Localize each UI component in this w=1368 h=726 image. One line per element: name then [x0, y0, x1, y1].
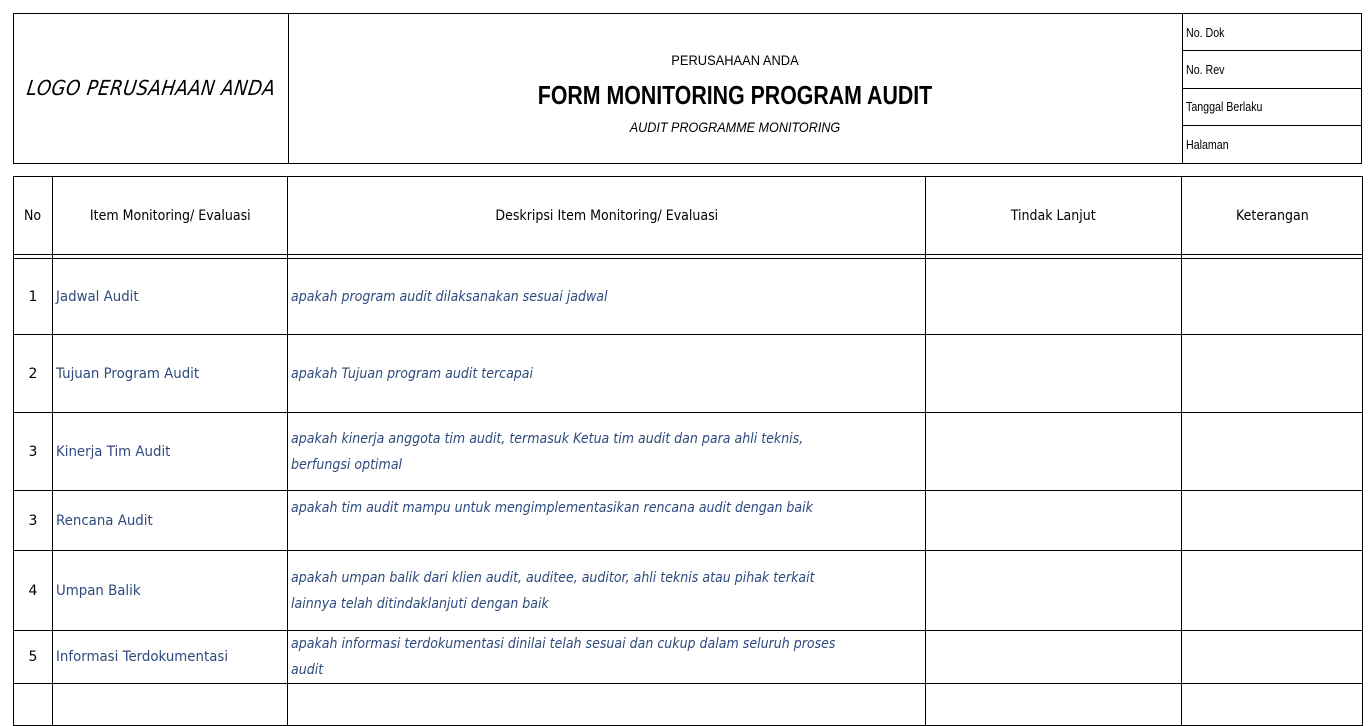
form-title: FORM MONITORING PROGRAM AUDIT: [537, 80, 933, 110]
row-item: Umpan Balik: [53, 551, 288, 631]
company-name: PERUSAHAAN ANDA: [671, 52, 799, 68]
meta-tanggal-berlaku[interactable]: Tanggal Berlaku: [1182, 89, 1361, 126]
row-tindak-lanjut[interactable]: [926, 335, 1182, 413]
empty-cell[interactable]: [53, 684, 288, 726]
col-header-keterangan: Keterangan: [1182, 177, 1363, 255]
title-cell: [288, 14, 1183, 163]
meta-no-dok[interactable]: No. Dok: [1182, 14, 1361, 51]
row-keterangan[interactable]: [1182, 631, 1363, 684]
row-keterangan[interactable]: [1182, 413, 1363, 491]
row-item: Informasi Terdokumentasi: [53, 631, 288, 684]
row-tindak-lanjut[interactable]: [926, 551, 1182, 631]
empty-cell[interactable]: [288, 684, 926, 726]
table-row: [14, 413, 1363, 491]
table-row: [14, 631, 1363, 684]
document-meta: [1182, 14, 1361, 163]
table-row: [14, 551, 1363, 631]
col-header-item: Item Monitoring/ Evaluasi: [53, 177, 288, 255]
table-row: [14, 259, 1363, 335]
row-no: 4: [14, 551, 53, 631]
meta-no-rev[interactable]: No. Rev: [1182, 51, 1361, 88]
row-item: Kinerja Tim Audit: [53, 413, 288, 491]
row-tindak-lanjut[interactable]: [926, 413, 1182, 491]
row-desc: apakah umpan balik dari klien audit, auditee, auditor, ahli teknis atau pihak terkait lainnya telah ditindaklanjuti dengan baik: [288, 551, 926, 631]
row-tindak-lanjut[interactable]: [926, 491, 1182, 551]
row-item: Tujuan Program Audit: [53, 335, 288, 413]
table-row: [14, 491, 1363, 551]
row-item: Rencana Audit: [53, 491, 288, 551]
row-desc: apakah Tujuan program audit tercapai: [288, 335, 926, 413]
row-desc: apakah program audit dilaksanakan sesuai jadwal: [288, 259, 926, 335]
table-row: [14, 335, 1363, 413]
row-keterangan[interactable]: [1182, 259, 1363, 335]
row-no: 3: [14, 413, 53, 491]
empty-row: [14, 684, 1363, 726]
row-keterangan[interactable]: [1182, 491, 1363, 551]
row-desc: apakah kinerja anggota tim audit, termasuk Ketua tim audit dan para ahli teknis, berfungsi optimal: [288, 413, 926, 491]
row-no: 3: [14, 491, 53, 551]
empty-cell[interactable]: [1182, 684, 1363, 726]
form-subtitle: AUDIT PROGRAMME MONITORING: [629, 119, 841, 135]
col-header-no: No: [14, 177, 53, 255]
company-logo: LOGO PERUSAHAAN ANDA: [25, 76, 277, 101]
monitoring-table: [13, 176, 1363, 726]
row-no: 1: [14, 259, 53, 335]
empty-cell[interactable]: [926, 684, 1182, 726]
table-header-row: [14, 177, 1363, 255]
row-no: 2: [14, 335, 53, 413]
col-header-deskripsi: Deskripsi Item Monitoring/ Evaluasi: [288, 177, 926, 255]
row-item: Jadwal Audit: [53, 259, 288, 335]
col-header-tindak-lanjut: Tindak Lanjut: [926, 177, 1182, 255]
row-keterangan[interactable]: [1182, 551, 1363, 631]
row-no: 5: [14, 631, 53, 684]
form-header: [13, 13, 1362, 164]
row-desc: apakah informasi terdokumentasi dinilai telah sesuai dan cukup dalam seluruh proses audit: [288, 631, 926, 684]
row-desc: apakah tim audit mampu untuk mengimplementasikan rencana audit dengan baik: [288, 491, 926, 551]
meta-halaman[interactable]: Halaman: [1186, 136, 1229, 152]
logo-cell: [14, 14, 289, 163]
row-tindak-lanjut[interactable]: [926, 259, 1182, 335]
empty-cell[interactable]: [14, 684, 53, 726]
row-keterangan[interactable]: [1182, 335, 1363, 413]
row-tindak-lanjut[interactable]: [926, 631, 1182, 684]
